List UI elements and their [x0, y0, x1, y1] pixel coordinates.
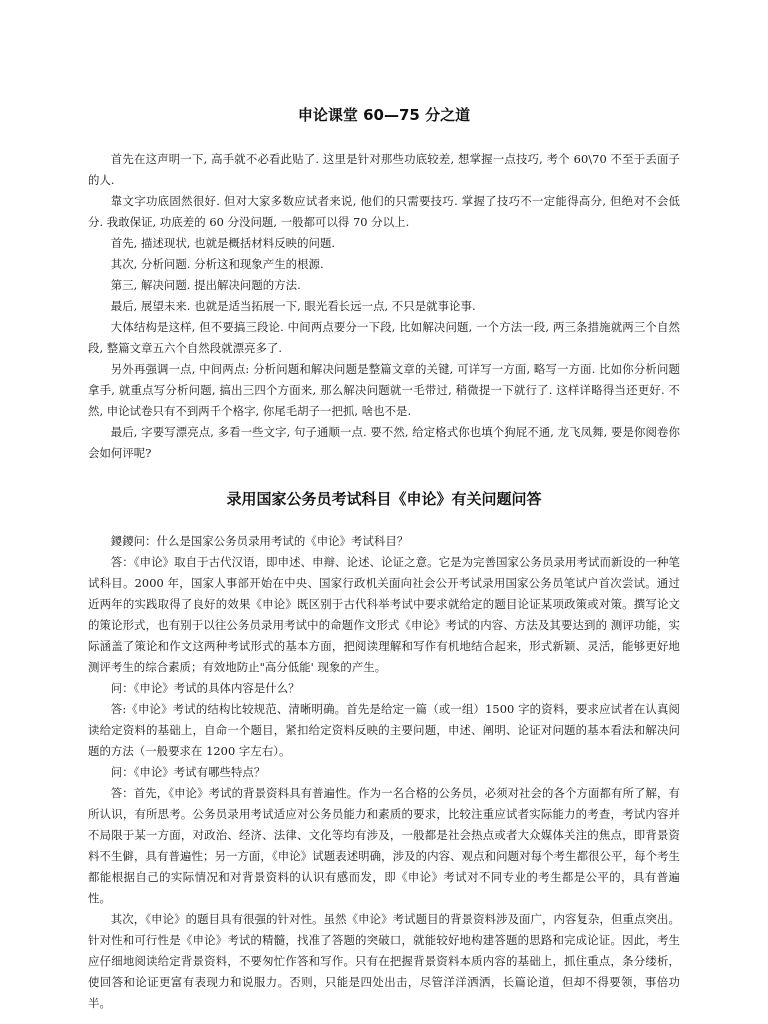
section2-paragraph: 答：《申论》取自于古代汉语，即申述、申辩、论述、论证之意。它是为完善国家公务员录用考试而新设的一种笔试科目。2000 年，国家人事部开始在中央、国家行政机关面向社会公开考试录用国家公务员笔试户首次尝试。通过近两年的实践取得了良好的效果《申论》既区别于古代科举考试中要求就给定的题目论证某项政策或对策。撰写论文的策论形式，也有别于以往公务员录用考试中的命题作文形式《申论》考试的内容、方法及其要达到的 测评功能，实际涵盖了策论和作文这两种考试形式的基本方面，把阅读理解和写作有机地结合起来，形式新颖、灵活，能够更好地测评考生的综合素质；有效地防止"高分低能' 现象的产生。 [88, 555, 680, 674]
section1-paragraph: 其次, 分析问题. 分析这和现象产生的根源. [110, 257, 324, 271]
section2-paragraph: 其次，《申论》的题目具有很强的针对性。虽然《申论》考试题目的背景资料涉及面广，内容复杂，但重点突出。针对性和可行性是《申论》考试的精髓，找准了答题的突破口，就能较好地构建答题的思路和完成论证。因此，考生应仔细地阅读给定背景资料，不要匆忙作答和写作。只有在把握背景资料本质内容的基础上，抓住重点，条分缕析，使回答和论证更富有表现力和说服力。否则，只能是四处出击，尽管洋洋洒洒，长篇论道，但却不得要领，事倍功半。 [88, 912, 680, 1010]
section1-paragraph: 另外再强调一点, 中间两点: 分析问题和解决问题是整篇文章的关键, 可详写一方面, 略写一方面. 比如你分析问题拿手, 就重点写分析问题, 搞出三四个方面来, 那么解决问题就一毛带过, 稍微提一下就行了. 这样详略得当还更好. 不然, 申论试卷只有不到两千个格字, 你尾毛胡子一把抓, 啥也不是. [88, 362, 680, 418]
section2-paragraph: 答：首先，《申论》考试的背景资料具有普遍性。作为一名合格的公务员，必须对社会的各个方面都有所了解，有所认识，有所思考。公务员录用考试适应对公务员能力和素质的要求，比较注重应试者实际能力的考查，考试内容并不局限于某一方面，对政治、经济、法律、文化等均有涉及，一般都是社会热点或者大众媒体关注的焦点，即背景资料不生僻，具有普遍性；另一方面，《申论》试题表述明确，涉及的内容、观点和问题对每个考生都很公平，每个考生都能根据自己的实际情况和对背景资料的认识有感而发，即《申论》考试对不同专业的考生都是公平的，具有普遍性。 [88, 786, 680, 905]
section1-paragraph: 大体结构是这样, 但不要搞三段论. 中间两点要分一下段, 比如解决问题, 一个方法一段, 两三条措施就两三个自然段, 整篇文章五六个自然段就漂亮多了. [88, 320, 680, 355]
section1-paragraph: 最后, 字要写漂亮点, 多看一些文字, 句子通顺一点. 要不然, 给定格式你也填个狗屁不通, 龙飞凤舞, 要是你阅卷你会如何评呢? [88, 425, 680, 460]
section2-paragraph: 问：《申论》考试有哪些特点？ [110, 765, 266, 779]
section1-paragraph: 第三, 解决问题. 提出解决问题的方法. [110, 278, 301, 292]
section2-paragraph: 鑁鑁问：什么是国家公务员录用考试的《申论》考试科目？ [110, 534, 409, 548]
section1-title: 申论课堂 60—75 分之道 [297, 106, 471, 124]
section2-body [88, 531, 680, 1014]
section1-paragraph: 首先, 描述现状, 也就是概括材料反映的问题. [110, 236, 336, 250]
section1-paragraph: 最后, 展望未来. 也就是适当拓展一下, 眼光看长远一点, 不只是就事论事. [110, 299, 476, 313]
section2-paragraph: 答:《申论》考试的结构比较规范、清晰明确。首先是给定一篇（或一组）1500 字的资料，要求应试者在认真阅读给定资料的基础上，自命一个题目，紧扣给定资料反映的主要问题，申述、阐明、论证对问题的基本看法和解决问题的方法（一般要求在 1200 字左右）。 [88, 702, 680, 758]
section1-paragraph: 首先在这声明一下, 高手就不必看此贴了. 这里是针对那些功底较差, 想掌握一点技巧, 考个 60\70 不至于丢面子的人. [88, 152, 680, 187]
section2-title: 录用国家公务员考试科目《申论》有关问题问答 [226, 490, 542, 508]
section1-body [88, 149, 680, 464]
section2-paragraph: 问：《申论》考试的具体内容是什么？ [110, 681, 300, 695]
section1-paragraph: 靠文字功底固然很好. 但对大家多数应试者来说, 他们的只需要技巧. 掌握了技巧不一定能得高分, 但绝对不会低分. 我敢保证, 功底差的 60 分没问题, 一般都可以得 70 分以上. [88, 194, 680, 229]
